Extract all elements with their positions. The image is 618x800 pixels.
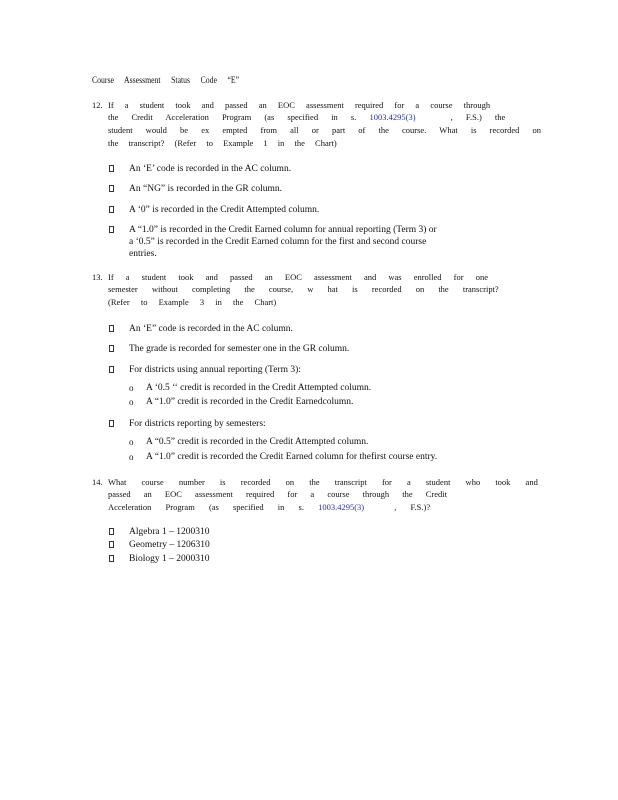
- bullet-icon: [109, 325, 114, 332]
- bullet-icon: [109, 345, 114, 352]
- question-line: (Refer to Example 3 in the Chart): [108, 297, 277, 307]
- question-number: 14.: [92, 477, 103, 487]
- bullet-icon: [109, 165, 114, 172]
- question-line: semester without completing the course, w hat is recorded on the transcript?: [108, 284, 499, 294]
- document-page: Course Assessment Status Code “E” 12. If a student took and passed an EOC assessment required for a course through the Credit Acceleration Program (as specified in s. 1003.4295(3) , F.S.) the student would be ex empted from all or part of the course. What is recorded on the transcript? (Refer to Example 1 in the Chart) An ‘E’ code is recorded in the AC column. An “NG” is recorded in the GR column. A ‘0” is recorded in the Credit Attempted column. A “1.0” is recorded in the Credit Earned column for annual reporting (Term 3) or a ‘0.5” is recorded in the Credit Earned column for the first and second course entries. 13. If a student took and passed an EOC assessment and was enrolled for one semester without completing the course, w hat is recorded on the transcript? (Refer to Example 3 in the Chart) An ‘E” code is recorded in the AC column. The grade is recorded for semester one in the GR column. For districts using annual reporting (Term 3): o A ‘0.5 ‘‘ credit is recorded in the Credit Attempted column. o A “1.0” credit is recorded in the Credit Earnedcolumn. For districts reporting by semesters: o A “0.5” credit is recorded in the Credit Attempted column. o A “1.0” credit is recorded the Credit Earned column for thefirst course entry. 14. What course number is recorded on the transcript for a student who took and passed an EOC assessment required for a course through the Credit Acceleration Program (as specified in s. 1003.4295(3) , F.S.)? Algebra 1 – 1200310 Geometry – 1206310 Biology 1 – 2000310: [92, 75, 541, 564]
- question-line: If a student took and passed an EOC assessment and was enrolled for one: [108, 272, 488, 282]
- circle-bullet-icon: o: [129, 383, 134, 393]
- question-line: If a student took and passed an EOC assessment required for a course through: [108, 100, 491, 110]
- question-number: 13.: [92, 272, 103, 282]
- statute-link[interactable]: 1003.4295(3): [318, 502, 365, 512]
- bullet-icon: [109, 185, 114, 192]
- circle-bullet-icon: o: [129, 397, 134, 407]
- question-number: 12.: [92, 100, 103, 110]
- bullet-icon: [109, 528, 114, 535]
- bullet-icon: [109, 366, 114, 373]
- circle-bullet-icon: o: [129, 452, 134, 462]
- question-line: the Credit Acceleration Program (as specified in s. 1003.4295(3) , F.S.) the: [108, 112, 506, 122]
- bullet-icon: [109, 555, 114, 562]
- bullet-icon: [109, 420, 114, 427]
- statute-link[interactable]: 1003.4295(3): [369, 112, 416, 122]
- section-heading: Course Assessment Status Code “E”: [92, 75, 240, 85]
- question-line: Acceleration Program (as specified in s. 1003.4295(3) , F.S.)?: [108, 502, 431, 512]
- question-line: student would be ex empted from all or part of the course. What is recorded on: [108, 125, 541, 135]
- question-line: the transcript? (Refer to Example 1 in the Chart): [108, 138, 337, 148]
- bullet-icon: [109, 226, 114, 233]
- question-line: passed an EOC assessment required for a course through the Credit: [108, 489, 447, 499]
- bullet-icon: [109, 541, 114, 548]
- circle-bullet-icon: o: [129, 437, 134, 447]
- bullet-icon: [109, 206, 114, 213]
- question-line: What course number is recorded on the transcript for a student who took and: [108, 477, 538, 487]
